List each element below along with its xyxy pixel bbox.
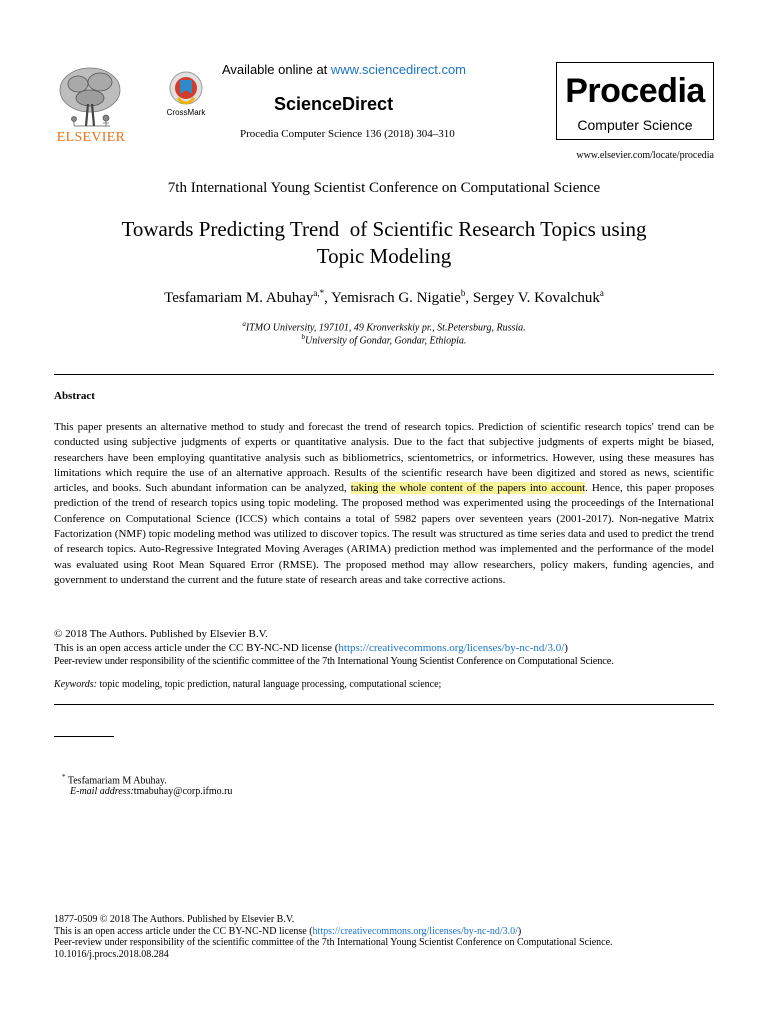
footer-open-access-prefix: This is an open access article under the CC BY-NC-ND license ( [54,925,313,937]
affiliation-text: ITMO University, 197101, 49 Kronverkskiy pr., St.Petersburg, Russia. [245,322,526,334]
footer-open-access-suffix: ) [517,925,522,937]
author-affil-marker: a,* [313,288,325,298]
author-list [54,288,714,307]
footnote-email [70,785,232,799]
keywords-text: topic modeling, topic prediction, natural language processing, computational science; [96,679,442,690]
footer-peer-review-line: Peer-review under responsibility of the scientific committee of the 7th International Young Scientist Conference on Computational Science. [54,937,613,948]
publisher-logo-text: ELSEVIER [56,130,126,145]
open-access-suffix: ) [564,642,568,654]
available-online-line [222,62,466,77]
title-line-1: Towards Predicting Trend of Scientific Research Topics using [121,217,647,241]
abstract-text-after: . Hence, this paper proposes prediction of the trend of research topics using topic modeling. The proposed method was experimented using the proceedings of the International Conference on Computational Science (ICCS) which contains a total of 5982 papers over seventeen years (2001-2017). Non-negative Matrix Factorization (NMF) topic modeling method was utilized to discover topics. The result was structured as time series data and used to predict the trend of research topics. Auto-Regressive Integrated Moving Averages (ARIMA) prediction method was implemented and the performance of the model was evaluated using Root Mean Squared Error (RMSE). The proposed method may allow researchers, policy makers, funding agencies, and government to understand the current and the future state of research areas and take corrective actions. [54,482,714,586]
author-name: Sergey V. Kovalchuk [472,290,600,306]
author-affil-marker: b [460,288,466,298]
available-prefix: Available online at [222,62,331,77]
affiliation-a [54,320,714,333]
abstract-highlight[interactable]: taking the whole content of the papers into account [350,482,586,495]
title-line-2: Topic Modeling [316,244,452,268]
author-separator: , [465,290,473,306]
keywords-line [54,679,441,690]
sciencedirect-link[interactable]: www.sciencedirect.com [330,62,467,77]
copyright-line: © 2018 The Authors. Published by Elsevier B.V. [54,628,268,640]
journal-title: Procedia [565,72,705,110]
page-footer [54,914,744,960]
abstract-text-before: This paper presents an alternative method to study and forecast the trend of research topics. Prediction of scientific research topics' trend can be conducted using subjective judgments of experts or quantitative analysis. Due to the fact that subjective judgments of experts might be biased, researchers have been employing quantitative analysis such as bibliometrics, scientometrics, or informetrics. However, using these measures has limitations which require the use of an alternative approach. Results of the scientific research have been digitized and stored as news, scientific articles, and books. Such abundant information can be analyzed, [54,421,714,495]
email-label: E-mail address: [70,786,134,797]
keywords-bottom-rule [54,704,714,705]
doi-line[interactable]: 10.1016/j.procs.2018.08.284 [54,948,169,960]
crossmark-label: CrossMark [166,108,206,117]
open-access-prefix: This is an open access article under the CC BY-NC-ND license ( [54,642,339,654]
affiliation-marker: a [242,320,246,328]
conference-name: 7th International Young Scientist Conference on Computational Science [167,180,601,196]
open-access-line [54,641,734,655]
keywords-label: Keywords: [54,679,97,690]
email-address[interactable]: tmabuhay@corp.ifmo.ru [133,786,233,797]
abstract-body [54,420,714,588]
footnote-marker: * [62,773,66,781]
author-name: Tesfamariam M. Abuhay [164,290,314,306]
license-link[interactable]: https://creativecommons.org/licenses/by-nc-nd/3.0/ [338,642,565,654]
peer-review-line: Peer-review under responsibility of the scientific committee of the 7th International Young Scientist Conference on Computational Science. [54,656,614,667]
journal-url[interactable]: www.elsevier.com/locate/procedia [576,150,714,161]
abstract-heading: Abstract [54,390,95,402]
footnote-rule [54,736,114,737]
author-affil-marker: a [599,288,604,298]
affiliation-b [54,333,714,346]
footer-open-access-line [54,926,744,938]
journal-subtitle: Computer Science [577,117,693,133]
author-separator: , [324,290,332,306]
sciencedirect-brand: ScienceDirect [274,94,394,114]
affiliation-marker: b [301,333,306,341]
abstract-top-rule [54,374,714,375]
footnote-author-name: Tesfamariam M Abuhay. [67,775,167,787]
journal-reference: Procedia Computer Science 136 (2018) 304–310 [240,128,455,140]
footer-license-link[interactable]: https://creativecommons.org/licenses/by-nc-nd/3.0/ [312,925,518,937]
paper-title [54,216,714,270]
issn-line: 1877-0509 © 2018 The Authors. Published by Elsevier B.V. [54,914,295,925]
affiliation-text: University of Gondar, Gondar, Ethiopia. [305,335,467,347]
author-name: Yemisrach G. Nigatie [331,290,461,306]
